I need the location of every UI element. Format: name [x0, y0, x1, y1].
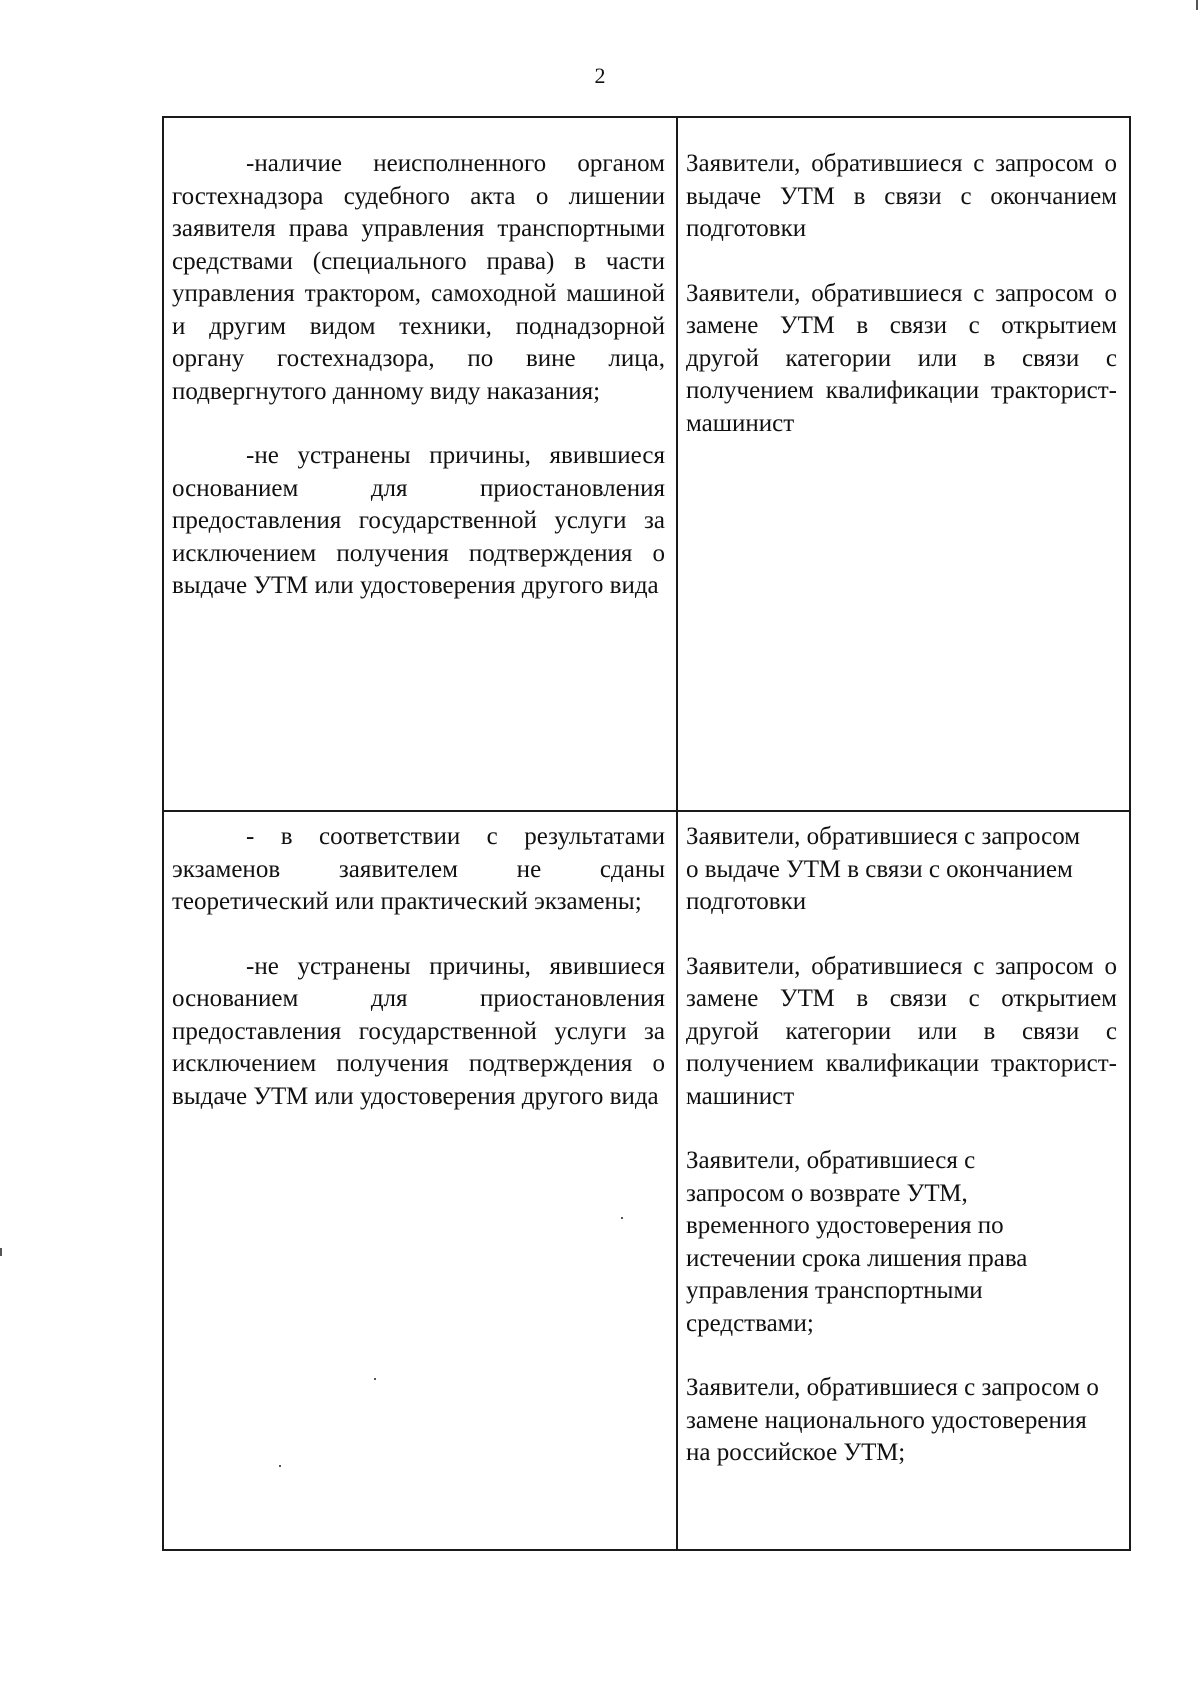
- table-column-divider: [676, 116, 678, 1551]
- scan-speck: [0, 1248, 2, 1256]
- table-border-right: [1129, 116, 1131, 1551]
- row1-left-paragraph-1: -наличие неисполненного органом гостехнадзора судебного акта о лишении заявителя права управления транспортными средствами (специального права) в части управления трактором, самоходной машиной и другим видом техники, поднадзорной органу гостехнадзора, по вине лица, подвергнутого данному виду наказания;: [172, 150, 665, 405]
- row1-right-paragraph-2: Заявители, обратившиеся с запросом о замене УТМ в связи с открытием другой категории или в связи с получением квалификации тракторист-машинист: [686, 279, 1117, 437]
- table-row-divider: [162, 810, 1131, 812]
- row2-right-paragraph-2: Заявители, обратившиеся с запросом о замене УТМ в связи с открытием другой категории или в связи с получением квалификации тракторист-машинист: [686, 952, 1117, 1110]
- table-border-bottom: [162, 1549, 1131, 1551]
- row2-right-paragraph-3: Заявители, обратившиеся с запросом о возврате УТМ, временного удостоверения по истечении срока лишения права управления транспортными средствами;: [686, 1147, 1028, 1337]
- scan-speck: [1196, 0, 1198, 10]
- page-number: 2: [594, 63, 606, 88]
- requirements-table: [162, 116, 1131, 1551]
- row2-left-paragraph-1: - в соответствии с результатами экзаменов заявителем не сданы теоретический или практический экзамены;: [172, 823, 665, 915]
- row2-right-paragraph-4: Заявители, обратившиеся с запросом о замене национального удостоверения на российское УТМ;: [686, 1374, 1099, 1466]
- table-border-left: [162, 116, 164, 1551]
- row2-right-cell: [686, 821, 1117, 1502]
- row1-right-cell: [686, 148, 1117, 472]
- scan-speck: [374, 1378, 376, 1380]
- scan-speck: [621, 1217, 623, 1219]
- row2-right-paragraph-1: Заявители, обратившиеся с запросом о выдаче УТМ в связи с окончанием подготовки: [686, 823, 1081, 915]
- row2-left-paragraph-2: -не устранены причины, явившиеся основанием для приостановления предоставления государственной услуги за исключением получения подтверждения о выдаче УТМ или удостоверения другого вида: [172, 952, 665, 1110]
- scan-speck: [279, 1465, 281, 1467]
- row1-left-cell: [172, 148, 665, 635]
- row1-right-paragraph-1: Заявители, обратившиеся с запросом о выдаче УТМ в связи с окончанием подготовки: [686, 150, 1117, 242]
- row1-left-paragraph-2: -не устранены причины, явившиеся основанием для приостановления предоставления государственной услуги за исключением получения подтверждения о выдаче УТМ или удостоверения другого вида: [172, 442, 665, 599]
- table-border-top: [162, 116, 1131, 118]
- row2-left-cell: [172, 821, 665, 1145]
